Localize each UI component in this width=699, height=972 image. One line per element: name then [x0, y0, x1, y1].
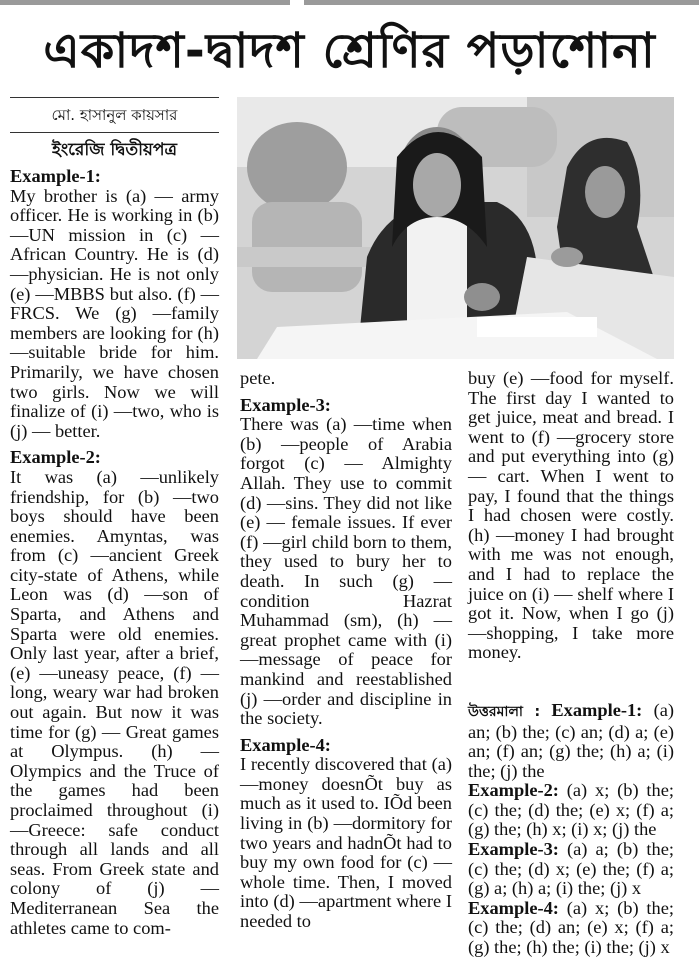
answer-1-text: (a) an; (b) the; (c) an; (d) a; (e) an; (f) an; (g) the; (h) a; (i) the; (j) the — [468, 699, 674, 781]
example-2-text: It was (a) —unlikely friendship, for (b) —two boys should have been enemies. Amyntas, was from (c) —ancient Greek city-state of Athens, while Leon was (d) —son of Sparta, and Athens and Sparta were old enemies. Only last year, after a brief, (e) —uneasy peace, (f) —long, weary war had broken out again. But now it was time for (g) — Great games at Olympus. (h) —Olympics and the Truce of the games had been proclaimed throughout (i) —Greece: safe conduct through all lands and all seas. From Greek state and colony of (j) —Mediterranean Sea the athletes came to com- — [10, 466, 219, 938]
author-byline: মো. হাসানুল কায়সার — [10, 97, 219, 133]
example-3-heading: Example-3: — [240, 394, 331, 415]
example-4-heading: Example-4: — [240, 734, 331, 755]
example-2-heading: Example-2: — [10, 447, 101, 468]
answer-4-text: (a) x; (b) the; (c) the; (d) an; (e) x; (f) a; (g) the; (h) the; (i) the; (j) x — [468, 897, 674, 958]
subject-heading: ইংরেজি দ্বিতীয়পত্র — [52, 140, 177, 160]
answer-key-label: উত্তরমালা : — [468, 703, 541, 720]
page-title: একাদশ-দ্বাদশ শ্রেণির পড়াশোনা — [43, 23, 656, 79]
answer-2-text: (a) x; (b) the; (c) the; (d) the; (e) x; (f) a; (g) the; (h) x; (i) x; (j) the — [468, 780, 674, 840]
top-rule-right — [304, 0, 699, 5]
answer-3-heading: Example-3: — [468, 839, 559, 860]
example-3-text: There was (a) —time when (b) —people of Arabia forgot (c) — Almighty Allah. They use to commit (d) —sins. They did not like (e) — female issues. If ever (f) —girl child born to them, they used to bury her to death. In such (g) —condition Hazrat Muhammad (sm), (h) — great prophet came with (i) —message of peace for mankind and reestablished (j) —order and discipline in the society. — [240, 414, 452, 729]
example-2-text-continued: pete. — [240, 368, 276, 388]
answer-4-heading: Example-4: — [468, 897, 559, 918]
answer-3-text: (a) a; (b) the; (c) the; (d) x; (e) the; (f) a; (g) a; (h) a; (i) the; (j) x — [468, 839, 674, 899]
example-4-text: I recently discovered that (a) —money doesnÕt buy as much as it used to. IÕd been living in (b) —dormitory for two years and hadnÕt had to buy my own food for (c) —whole time. Then, I moved into (d) —apartment where I needed to — [240, 754, 452, 932]
answer-key-example-4 — [468, 899, 674, 958]
answer-key-example-1 — [468, 701, 674, 781]
students-writing-exam-image — [237, 97, 674, 359]
top-rule-left — [0, 0, 290, 5]
column-2 — [240, 369, 452, 932]
answer-2-heading: Example-2: — [468, 780, 559, 801]
answer-key-example-3 — [468, 840, 674, 899]
column-3 — [468, 369, 674, 958]
answer-1-heading: Example-1: — [551, 699, 643, 720]
example-1-text: My brother is (a) — army officer. He is working in (b) —UN mission in (c) —African Country. He is (d) —physician. He is not only (e) —MBBS but also. (f) —FRCS. We (g) —family members are looking for (h) —suitable bride for him. Primarily, we have chosen two girls. Now we will finalize of (i) —two, who is (j) — better. — [10, 185, 219, 441]
exam-hall-photo — [237, 97, 674, 359]
column-1 — [10, 97, 219, 938]
example-1-heading: Example-1: — [10, 166, 101, 186]
answer-key-example-2 — [468, 781, 674, 840]
example-4-text-continued: buy (e) —food for myself. The first day I wanted to get juice, meat and bread. I went to (f) —grocery store and put everything into (g) — cart. When I went to pay, I found that the things I had chosen were costly. (h) —money I had brought with me was not enough, and I had to replace the juice on (i) — shelf where I got it. Now, when I go (j) —shopping, I take more money. — [468, 368, 674, 663]
